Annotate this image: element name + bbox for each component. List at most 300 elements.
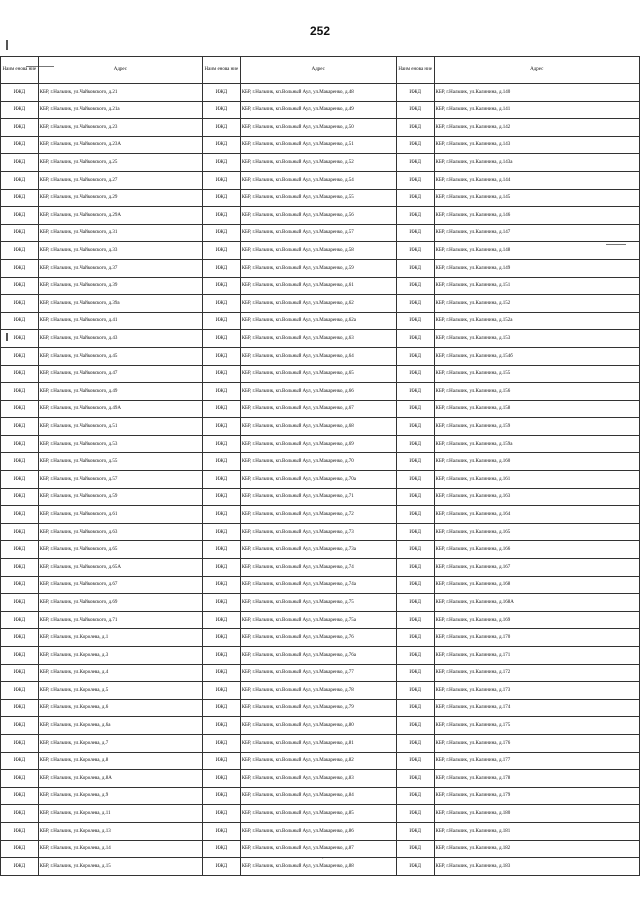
cell-address: КБР, г.Нальчик, кп.Вольный Аул, ул.Макаренко, д.57 bbox=[240, 224, 396, 242]
table-row bbox=[1, 787, 640, 805]
cell-address: КБР, г.Нальчик, ул.Чайковского, д.21а bbox=[38, 101, 202, 119]
cell-address: КБР, г.Нальчик, ул.Калинина, д.177 bbox=[434, 752, 640, 770]
cell-type: ИЖД bbox=[396, 488, 434, 506]
column-header-type: Наим енова ние bbox=[1, 57, 39, 84]
cell-address: КБР, г.Нальчик, ул.Чайковского, д.33 bbox=[38, 242, 202, 260]
cell-address: КБР, г.Нальчик, ул.Чайковского, д.51 bbox=[38, 418, 202, 436]
cell-address: КБР, г.Нальчик, ул.Калинина, д.143 bbox=[434, 136, 640, 154]
cell-type: ИЖД bbox=[203, 559, 241, 577]
cell-address: КБР, г.Нальчик, ул.Чайковского, д.65А bbox=[38, 559, 202, 577]
cell-address: КБР, г.Нальчик, ул.Калинина, д.145 bbox=[434, 189, 640, 207]
table-row bbox=[1, 383, 640, 401]
cell-type: ИЖД bbox=[203, 259, 241, 277]
cell-type: ИЖД bbox=[203, 207, 241, 225]
cell-type: ИЖД bbox=[396, 770, 434, 788]
cell-address: КБР, г.Нальчик, ул.Королева, д.9 bbox=[38, 787, 202, 805]
table-row bbox=[1, 805, 640, 823]
column-header-address: Адрес bbox=[240, 57, 396, 84]
cell-type: ИЖД bbox=[1, 840, 39, 858]
cell-address: КБР, г.Нальчик, ул.Чайковского, д.39 bbox=[38, 277, 202, 295]
table-row bbox=[1, 664, 640, 682]
cell-address: КБР, г.Нальчик, ул.Чайковского, д.25 bbox=[38, 154, 202, 172]
cell-type: ИЖД bbox=[1, 699, 39, 717]
cell-type: ИЖД bbox=[203, 805, 241, 823]
cell-type: ИЖД bbox=[1, 611, 39, 629]
cell-address: КБР, г.Нальчик, кп.Вольный Аул, ул.Макаренко, д.73а bbox=[240, 541, 396, 559]
cell-address: КБР, г.Нальчик, ул.Калинина, д.152а bbox=[434, 312, 640, 330]
table-row bbox=[1, 277, 640, 295]
cell-address: КБР, г.Нальчик, ул.Чайковского, д.55 bbox=[38, 453, 202, 471]
cell-address: КБР, г.Нальчик, кп.Вольный Аул, ул.Макаренко, д.71 bbox=[240, 488, 396, 506]
cell-type: ИЖД bbox=[396, 207, 434, 225]
cell-address: КБР, г.Нальчик, ул.Чайковского, д.47 bbox=[38, 365, 202, 383]
cell-address: КБР, г.Нальчик, кп.Вольный Аул, ул.Макаренко, д.50 bbox=[240, 119, 396, 137]
cell-address: КБР, г.Нальчик, кп.Вольный Аул, ул.Макаренко, д.64 bbox=[240, 347, 396, 365]
cell-address: КБР, г.Нальчик, кп.Вольный Аул, ул.Макаренко, д.66 bbox=[240, 383, 396, 401]
cell-type: ИЖД bbox=[396, 523, 434, 541]
cell-address: КБР, г.Нальчик, кп.Вольный Аул, ул.Макаренко, д.73 bbox=[240, 523, 396, 541]
cell-type: ИЖД bbox=[396, 453, 434, 471]
cell-address: КБР, г.Нальчик, ул.Чайковского, д.57 bbox=[38, 471, 202, 489]
cell-address: КБР, г.Нальчик, ул.Королева, д.15 bbox=[38, 858, 202, 876]
cell-address: КБР, г.Нальчик, ул.Калинина, д.155 bbox=[434, 365, 640, 383]
cell-address: КБР, г.Нальчик, ул.Калинина, д.149 bbox=[434, 259, 640, 277]
cell-type: ИЖД bbox=[396, 347, 434, 365]
cell-address: КБР, г.Нальчик, кп.Вольный Аул, ул.Макаренко, д.62а bbox=[240, 312, 396, 330]
cell-address: КБР, г.Нальчик, ул.Калинина, д.161 bbox=[434, 471, 640, 489]
cell-type: ИЖД bbox=[1, 822, 39, 840]
cell-type: ИЖД bbox=[203, 611, 241, 629]
cell-address: КБР, г.Нальчик, ул.Королева, д.14 bbox=[38, 840, 202, 858]
table-row bbox=[1, 119, 640, 137]
cell-type: ИЖД bbox=[203, 752, 241, 770]
cell-type: ИЖД bbox=[396, 101, 434, 119]
cell-address: КБР, г.Нальчик, ул.Чайковского, д.37 bbox=[38, 259, 202, 277]
cell-address: КБР, г.Нальчик, ул.Калинина, д.169 bbox=[434, 611, 640, 629]
table-row bbox=[1, 822, 640, 840]
cell-address: КБР, г.Нальчик, ул.Королева, д.5 bbox=[38, 682, 202, 700]
cell-address: КБР, г.Нальчик, ул.Калинина, д.156 bbox=[434, 383, 640, 401]
table-row bbox=[1, 840, 640, 858]
cell-type: ИЖД bbox=[1, 805, 39, 823]
cell-address: КБР, г.Нальчик, кп.Вольный Аул, ул.Макаренко, д.74а bbox=[240, 576, 396, 594]
table-row bbox=[1, 295, 640, 313]
cell-type: ИЖД bbox=[203, 453, 241, 471]
cell-type: ИЖД bbox=[203, 224, 241, 242]
column-header-address: Адрес bbox=[434, 57, 640, 84]
cell-address: КБР, г.Нальчик, ул.Калинина, д.140 bbox=[434, 84, 640, 102]
cell-address: КБР, г.Нальчик, ул.Калинина, д.178 bbox=[434, 770, 640, 788]
cell-type: ИЖД bbox=[203, 717, 241, 735]
cell-type: ИЖД bbox=[396, 805, 434, 823]
table-row bbox=[1, 224, 640, 242]
scan-tick: · bbox=[322, 857, 324, 862]
cell-address: КБР, г.Нальчик, кп.Вольный Аул, ул.Макаренко, д.68 bbox=[240, 418, 396, 436]
cell-address: КБР, г.Нальчик, ул.Калинина, д.183 bbox=[434, 858, 640, 876]
cell-type: ИЖД bbox=[396, 717, 434, 735]
cell-type: ИЖД bbox=[1, 277, 39, 295]
cell-address: КБР, г.Нальчик, ул.Калинина, д.175 bbox=[434, 717, 640, 735]
cell-type: ИЖД bbox=[1, 541, 39, 559]
cell-address: КБР, г.Нальчик, ул.Калинина, д.174 bbox=[434, 699, 640, 717]
cell-address: КБР, г.Нальчик, кп.Вольный Аул, ул.Макаренко, д.61 bbox=[240, 277, 396, 295]
table-row bbox=[1, 418, 640, 436]
cell-address: КБР, г.Нальчик, кп.Вольный Аул, ул.Макаренко, д.70а bbox=[240, 471, 396, 489]
cell-address: КБР, г.Нальчик, ул.Калинина, д.179 bbox=[434, 787, 640, 805]
cell-type: ИЖД bbox=[203, 576, 241, 594]
cell-address: КБР, г.Нальчик, кп.Вольный Аул, ул.Макаренко, д.49 bbox=[240, 101, 396, 119]
cell-address: КБР, г.Нальчик, ул.Калинина, д.159а bbox=[434, 435, 640, 453]
table-row bbox=[1, 84, 640, 102]
cell-address: КБР, г.Нальчик, кп.Вольный Аул, ул.Макаренко, д.74 bbox=[240, 559, 396, 577]
cell-address: КБР, г.Нальчик, кп.Вольный Аул, ул.Макаренко, д.80 bbox=[240, 717, 396, 735]
cell-address: КБР, г.Нальчик, ул.Чайковского, д.39а bbox=[38, 295, 202, 313]
cell-address: КБР, г.Нальчик, кп.Вольный Аул, ул.Макаренко, д.85 bbox=[240, 805, 396, 823]
cell-address: КБР, г.Нальчик, кп.Вольный Аул, ул.Макаренко, д.70 bbox=[240, 453, 396, 471]
cell-type: ИЖД bbox=[203, 84, 241, 102]
cell-type: ИЖД bbox=[203, 347, 241, 365]
cell-address: КБР, г.Нальчик, ул.Калинина, д.143а bbox=[434, 154, 640, 172]
cell-address: КБР, г.Нальчик, кп.Вольный Аул, ул.Макаренко, д.79 bbox=[240, 699, 396, 717]
cell-address: КБР, г.Нальчик, кп.Вольный Аул, ул.Макаренко, д.86 bbox=[240, 822, 396, 840]
cell-address: КБР, г.Нальчик, ул.Королева, д.11 bbox=[38, 805, 202, 823]
cell-type: ИЖД bbox=[396, 471, 434, 489]
cell-address: КБР, г.Нальчик, ул.Калинина, д.181 bbox=[434, 822, 640, 840]
table-row bbox=[1, 523, 640, 541]
cell-address: КБР, г.Нальчик, ул.Калинина, д.151 bbox=[434, 277, 640, 295]
table-row bbox=[1, 629, 640, 647]
cell-type: ИЖД bbox=[203, 189, 241, 207]
column-header-type: Наим енова ние bbox=[396, 57, 434, 84]
cell-type: ИЖД bbox=[203, 418, 241, 436]
column-header-address: Адрес bbox=[38, 57, 202, 84]
cell-address: КБР, г.Нальчик, ул.Королева, д.7 bbox=[38, 734, 202, 752]
cell-address: КБР, г.Нальчик, кп.Вольный Аул, ул.Макаренко, д.48 bbox=[240, 84, 396, 102]
cell-type: ИЖД bbox=[396, 787, 434, 805]
cell-address: КБР, г.Нальчик, ул.Чайковского, д.59 bbox=[38, 488, 202, 506]
cell-type: ИЖД bbox=[203, 101, 241, 119]
cell-type: ИЖД bbox=[203, 400, 241, 418]
table-row bbox=[1, 312, 640, 330]
cell-type: ИЖД bbox=[1, 119, 39, 137]
table-row bbox=[1, 611, 640, 629]
cell-type: ИЖД bbox=[1, 365, 39, 383]
cell-address: КБР, г.Нальчик, ул.Чайковского, д.71 bbox=[38, 611, 202, 629]
cell-address: КБР, г.Нальчик, кп.Вольный Аул, ул.Макаренко, д.78 bbox=[240, 682, 396, 700]
cell-type: ИЖД bbox=[1, 752, 39, 770]
table-row bbox=[1, 136, 640, 154]
cell-address: КБР, г.Нальчик, кп.Вольный Аул, ул.Макаренко, д.76 bbox=[240, 629, 396, 647]
cell-address: КБР, г.Нальчик, кп.Вольный Аул, ул.Макаренко, д.58 bbox=[240, 242, 396, 260]
cell-address: КБР, г.Нальчик, ул.Калинина, д.166 bbox=[434, 541, 640, 559]
cell-type: ИЖД bbox=[203, 383, 241, 401]
cell-address: КБР, г.Нальчик, ул.Чайковского, д.41 bbox=[38, 312, 202, 330]
cell-type: ИЖД bbox=[1, 453, 39, 471]
cell-type: ИЖД bbox=[396, 84, 434, 102]
cell-type: ИЖД bbox=[396, 840, 434, 858]
table-row bbox=[1, 330, 640, 348]
cell-address: КБР, г.Нальчик, ул.Чайковского, д.31 bbox=[38, 224, 202, 242]
cell-address: КБР, г.Нальчик, ул.Чайковского, д.65 bbox=[38, 541, 202, 559]
cell-address: КБР, г.Нальчик, ул.Королева, д.3 bbox=[38, 647, 202, 665]
cell-address: КБР, г.Нальчик, ул.Королева, д.8А bbox=[38, 770, 202, 788]
cell-type: ИЖД bbox=[396, 858, 434, 876]
cell-type: ИЖД bbox=[1, 682, 39, 700]
cell-type: ИЖД bbox=[1, 224, 39, 242]
table-row bbox=[1, 858, 640, 876]
cell-address: КБР, г.Нальчик, ул.Калинина, д.160 bbox=[434, 453, 640, 471]
cell-address: КБР, г.Нальчик, кп.Вольный Аул, ул.Макаренко, д.51 bbox=[240, 136, 396, 154]
cell-address: КБР, г.Нальчик, ул.Калинина, д.144 bbox=[434, 171, 640, 189]
cell-type: ИЖД bbox=[1, 330, 39, 348]
cell-type: ИЖД bbox=[396, 295, 434, 313]
cell-type: ИЖД bbox=[1, 312, 39, 330]
cell-type: ИЖД bbox=[396, 277, 434, 295]
table-row bbox=[1, 594, 640, 612]
cell-address: КБР, г.Нальчик, ул.Калинина, д.152 bbox=[434, 295, 640, 313]
cell-type: ИЖД bbox=[396, 383, 434, 401]
cell-address: КБР, г.Нальчик, ул.Королева, д.13 bbox=[38, 822, 202, 840]
cell-address: КБР, г.Нальчик, ул.Калинина, д.163 bbox=[434, 488, 640, 506]
cell-address: КБР, г.Нальчик, ул.Чайковского, д.69 bbox=[38, 594, 202, 612]
cell-address: КБР, г.Нальчик, кп.Вольный Аул, ул.Макаренко, д.62 bbox=[240, 295, 396, 313]
cell-type: ИЖД bbox=[1, 506, 39, 524]
cell-address: КБР, г.Нальчик, ул.Калинина, д.164 bbox=[434, 506, 640, 524]
cell-address: КБР, г.Нальчик, ул.Чайковского, д.29А bbox=[38, 207, 202, 225]
table-row bbox=[1, 171, 640, 189]
cell-type: ИЖД bbox=[396, 242, 434, 260]
cell-type: ИЖД bbox=[1, 559, 39, 577]
cell-type: ИЖД bbox=[203, 365, 241, 383]
cell-type: ИЖД bbox=[203, 295, 241, 313]
cell-address: КБР, г.Нальчик, кп.Вольный Аул, ул.Макаренко, д.84 bbox=[240, 787, 396, 805]
cell-type: ИЖД bbox=[396, 506, 434, 524]
table-row bbox=[1, 365, 640, 383]
cell-address: КБР, г.Нальчик, ул.Калинина, д.165 bbox=[434, 523, 640, 541]
cell-type: ИЖД bbox=[203, 647, 241, 665]
cell-address: КБР, г.Нальчик, ул.Чайковского, д.23А bbox=[38, 136, 202, 154]
cell-address: КБР, г.Нальчик, ул.Чайковского, д.63 bbox=[38, 523, 202, 541]
cell-address: КБР, г.Нальчик, ул.Калинина, д.182 bbox=[434, 840, 640, 858]
cell-address: КБР, г.Нальчик, ул.Калинина, д.172 bbox=[434, 664, 640, 682]
table-row bbox=[1, 770, 640, 788]
table-row bbox=[1, 576, 640, 594]
table-row bbox=[1, 453, 640, 471]
cell-address: КБР, г.Нальчик, ул.Чайковского, д.27 bbox=[38, 171, 202, 189]
column-header-type: Наим енова ние bbox=[203, 57, 241, 84]
cell-type: ИЖД bbox=[203, 471, 241, 489]
cell-address: КБР, г.Нальчик, ул.Калинина, д.154б bbox=[434, 347, 640, 365]
cell-type: ИЖД bbox=[1, 84, 39, 102]
cell-type: ИЖД bbox=[203, 171, 241, 189]
cell-type: ИЖД bbox=[396, 699, 434, 717]
scan-margin-mark bbox=[6, 40, 8, 50]
cell-address: КБР, г.Нальчик, ул.Чайковского, д.67 bbox=[38, 576, 202, 594]
cell-address: КБР, г.Нальчик, кп.Вольный Аул, ул.Макаренко, д.69 bbox=[240, 435, 396, 453]
cell-type: ИЖД bbox=[203, 734, 241, 752]
cell-type: ИЖД bbox=[203, 312, 241, 330]
cell-type: ИЖД bbox=[1, 171, 39, 189]
table-row bbox=[1, 154, 640, 172]
cell-address: КБР, г.Нальчик, кп.Вольный Аул, ул.Макаренко, д.52 bbox=[240, 154, 396, 172]
cell-address: КБР, г.Нальчик, ул.Калинина, д.153 bbox=[434, 330, 640, 348]
cell-type: ИЖД bbox=[1, 347, 39, 365]
cell-address: КБР, г.Нальчик, кп.Вольный Аул, ул.Макаренко, д.75 bbox=[240, 594, 396, 612]
cell-address: КБР, г.Нальчик, кп.Вольный Аул, ул.Макаренко, д.82 bbox=[240, 752, 396, 770]
cell-type: ИЖД bbox=[203, 629, 241, 647]
cell-type: ИЖД bbox=[203, 594, 241, 612]
table-row bbox=[1, 734, 640, 752]
cell-type: ИЖД bbox=[396, 154, 434, 172]
cell-type: ИЖД bbox=[1, 418, 39, 436]
cell-address: КБР, г.Нальчик, кп.Вольный Аул, ул.Макаренко, д.63 bbox=[240, 330, 396, 348]
cell-address: КБР, г.Нальчик, ул.Калинина, д.176 bbox=[434, 734, 640, 752]
table-row bbox=[1, 682, 640, 700]
cell-type: ИЖД bbox=[203, 787, 241, 805]
cell-type: ИЖД bbox=[396, 400, 434, 418]
table-row bbox=[1, 101, 640, 119]
cell-type: ИЖД bbox=[1, 259, 39, 277]
cell-address: КБР, г.Нальчик, кп.Вольный Аул, ул.Макаренко, д.76а bbox=[240, 647, 396, 665]
table-row bbox=[1, 717, 640, 735]
table-row bbox=[1, 259, 640, 277]
cell-type: ИЖД bbox=[1, 523, 39, 541]
cell-type: ИЖД bbox=[1, 576, 39, 594]
table-row bbox=[1, 647, 640, 665]
cell-type: ИЖД bbox=[396, 312, 434, 330]
cell-type: ИЖД bbox=[203, 858, 241, 876]
page-number: 252 bbox=[309, 24, 331, 38]
cell-address: КБР, г.Нальчик, ул.Чайковского, д.49 bbox=[38, 383, 202, 401]
address-table bbox=[0, 56, 640, 876]
table-row bbox=[1, 242, 640, 260]
cell-type: ИЖД bbox=[203, 664, 241, 682]
cell-type: ИЖД bbox=[1, 858, 39, 876]
cell-type: ИЖД bbox=[203, 506, 241, 524]
cell-address: КБР, г.Нальчик, кп.Вольный Аул, ул.Макаренко, д.87 bbox=[240, 840, 396, 858]
cell-address: КБР, г.Нальчик, ул.Королева, д.6 bbox=[38, 699, 202, 717]
cell-address: КБР, г.Нальчик, ул.Калинина, д.146 bbox=[434, 207, 640, 225]
cell-type: ИЖД bbox=[396, 594, 434, 612]
cell-type: ИЖД bbox=[1, 435, 39, 453]
cell-address: КБР, г.Нальчик, кп.Вольный Аул, ул.Макаренко, д.81 bbox=[240, 734, 396, 752]
cell-address: КБР, г.Нальчик, кп.Вольный Аул, ул.Макаренко, д.77 bbox=[240, 664, 396, 682]
cell-type: ИЖД bbox=[203, 154, 241, 172]
cell-address: КБР, г.Нальчик, кп.Вольный Аул, ул.Макаренко, д.67 bbox=[240, 400, 396, 418]
cell-type: ИЖД bbox=[396, 189, 434, 207]
table-row bbox=[1, 699, 640, 717]
cell-address: КБР, г.Нальчик, ул.Калинина, д.159 bbox=[434, 418, 640, 436]
table-row bbox=[1, 471, 640, 489]
cell-address: КБР, г.Нальчик, ул.Чайковского, д.61 bbox=[38, 506, 202, 524]
cell-type: ИЖД bbox=[1, 207, 39, 225]
cell-address: КБР, г.Нальчик, ул.Чайковского, д.49А bbox=[38, 400, 202, 418]
cell-type: ИЖД bbox=[203, 523, 241, 541]
cell-type: ИЖД bbox=[1, 136, 39, 154]
cell-address: КБР, г.Нальчик, ул.Чайковского, д.45 bbox=[38, 347, 202, 365]
cell-address: КБР, г.Нальчик, ул.Королева, д.4 bbox=[38, 664, 202, 682]
table-row bbox=[1, 189, 640, 207]
cell-address: КБР, г.Нальчик, ул.Чайковского, д.29 bbox=[38, 189, 202, 207]
cell-address: КБР, г.Нальчик, кп.Вольный Аул, ул.Макаренко, д.56 bbox=[240, 207, 396, 225]
cell-type: ИЖД bbox=[396, 330, 434, 348]
cell-type: ИЖД bbox=[396, 647, 434, 665]
cell-address: КБР, г.Нальчик, кп.Вольный Аул, ул.Макаренко, д.83 bbox=[240, 770, 396, 788]
cell-address: КБР, г.Нальчик, ул.Калинина, д.141 bbox=[434, 101, 640, 119]
cell-type: ИЖД bbox=[396, 752, 434, 770]
cell-type: ИЖД bbox=[1, 295, 39, 313]
cell-type: ИЖД bbox=[1, 594, 39, 612]
table-row bbox=[1, 207, 640, 225]
cell-type: ИЖД bbox=[1, 717, 39, 735]
cell-address: КБР, г.Нальчик, кп.Вольный Аул, ул.Макаренко, д.59 bbox=[240, 259, 396, 277]
cell-type: ИЖД bbox=[1, 383, 39, 401]
cell-address: КБР, г.Нальчик, ул.Калинина, д.167 bbox=[434, 559, 640, 577]
cell-address: КБР, г.Нальчик, кп.Вольный Аул, ул.Макаренко, д.55 bbox=[240, 189, 396, 207]
cell-type: ИЖД bbox=[396, 418, 434, 436]
cell-type: ИЖД bbox=[203, 822, 241, 840]
cell-type: ИЖД bbox=[1, 242, 39, 260]
cell-type: ИЖД bbox=[396, 611, 434, 629]
cell-type: ИЖД bbox=[396, 576, 434, 594]
cell-type: ИЖД bbox=[396, 435, 434, 453]
cell-address: КБР, г.Нальчик, ул.Калинина, д.148 bbox=[434, 242, 640, 260]
table-row bbox=[1, 400, 640, 418]
cell-address: КБР, г.Нальчик, ул.Чайковского, д.23 bbox=[38, 119, 202, 137]
cell-type: ИЖД bbox=[1, 647, 39, 665]
cell-type: ИЖД bbox=[396, 136, 434, 154]
cell-type: ИЖД bbox=[1, 629, 39, 647]
cell-address: КБР, г.Нальчик, ул.Чайковского, д.21 bbox=[38, 84, 202, 102]
cell-type: ИЖД bbox=[396, 734, 434, 752]
table-row bbox=[1, 752, 640, 770]
cell-type: ИЖД bbox=[1, 101, 39, 119]
cell-address: КБР, г.Нальчик, ул.Чайковского, д.53 bbox=[38, 435, 202, 453]
table-body bbox=[1, 84, 640, 876]
table-row bbox=[1, 541, 640, 559]
cell-address: КБР, г.Нальчик, ул.Калинина, д.168А bbox=[434, 594, 640, 612]
cell-address: КБР, г.Нальчик, ул.Калинина, д.170 bbox=[434, 629, 640, 647]
cell-type: ИЖД bbox=[396, 365, 434, 383]
cell-address: КБР, г.Нальчик, ул.Калинина, д.180 bbox=[434, 805, 640, 823]
cell-type: ИЖД bbox=[1, 154, 39, 172]
table-row bbox=[1, 435, 640, 453]
cell-type: ИЖД bbox=[396, 541, 434, 559]
cell-type: ИЖД bbox=[396, 822, 434, 840]
cell-type: ИЖД bbox=[203, 488, 241, 506]
cell-type: ИЖД bbox=[203, 277, 241, 295]
cell-type: ИЖД bbox=[1, 471, 39, 489]
cell-type: ИЖД bbox=[396, 171, 434, 189]
cell-address: КБР, г.Нальчик, ул.Калинина, д.173 bbox=[434, 682, 640, 700]
cell-address: КБР, г.Нальчик, ул.Королева, д.8 bbox=[38, 752, 202, 770]
cell-type: ИЖД bbox=[203, 330, 241, 348]
cell-address: КБР, г.Нальчик, кп.Вольный Аул, ул.Макаренко, д.72 bbox=[240, 506, 396, 524]
cell-type: ИЖД bbox=[203, 699, 241, 717]
table-header-row bbox=[1, 57, 640, 84]
cell-type: ИЖД bbox=[1, 770, 39, 788]
cell-type: ИЖД bbox=[203, 242, 241, 260]
cell-type: ИЖД bbox=[1, 664, 39, 682]
cell-type: ИЖД bbox=[203, 119, 241, 137]
cell-type: ИЖД bbox=[396, 224, 434, 242]
table-row bbox=[1, 347, 640, 365]
cell-type: ИЖД bbox=[396, 119, 434, 137]
cell-type: ИЖД bbox=[203, 541, 241, 559]
cell-type: ИЖД bbox=[1, 488, 39, 506]
cell-type: ИЖД bbox=[203, 770, 241, 788]
cell-type: ИЖД bbox=[203, 136, 241, 154]
